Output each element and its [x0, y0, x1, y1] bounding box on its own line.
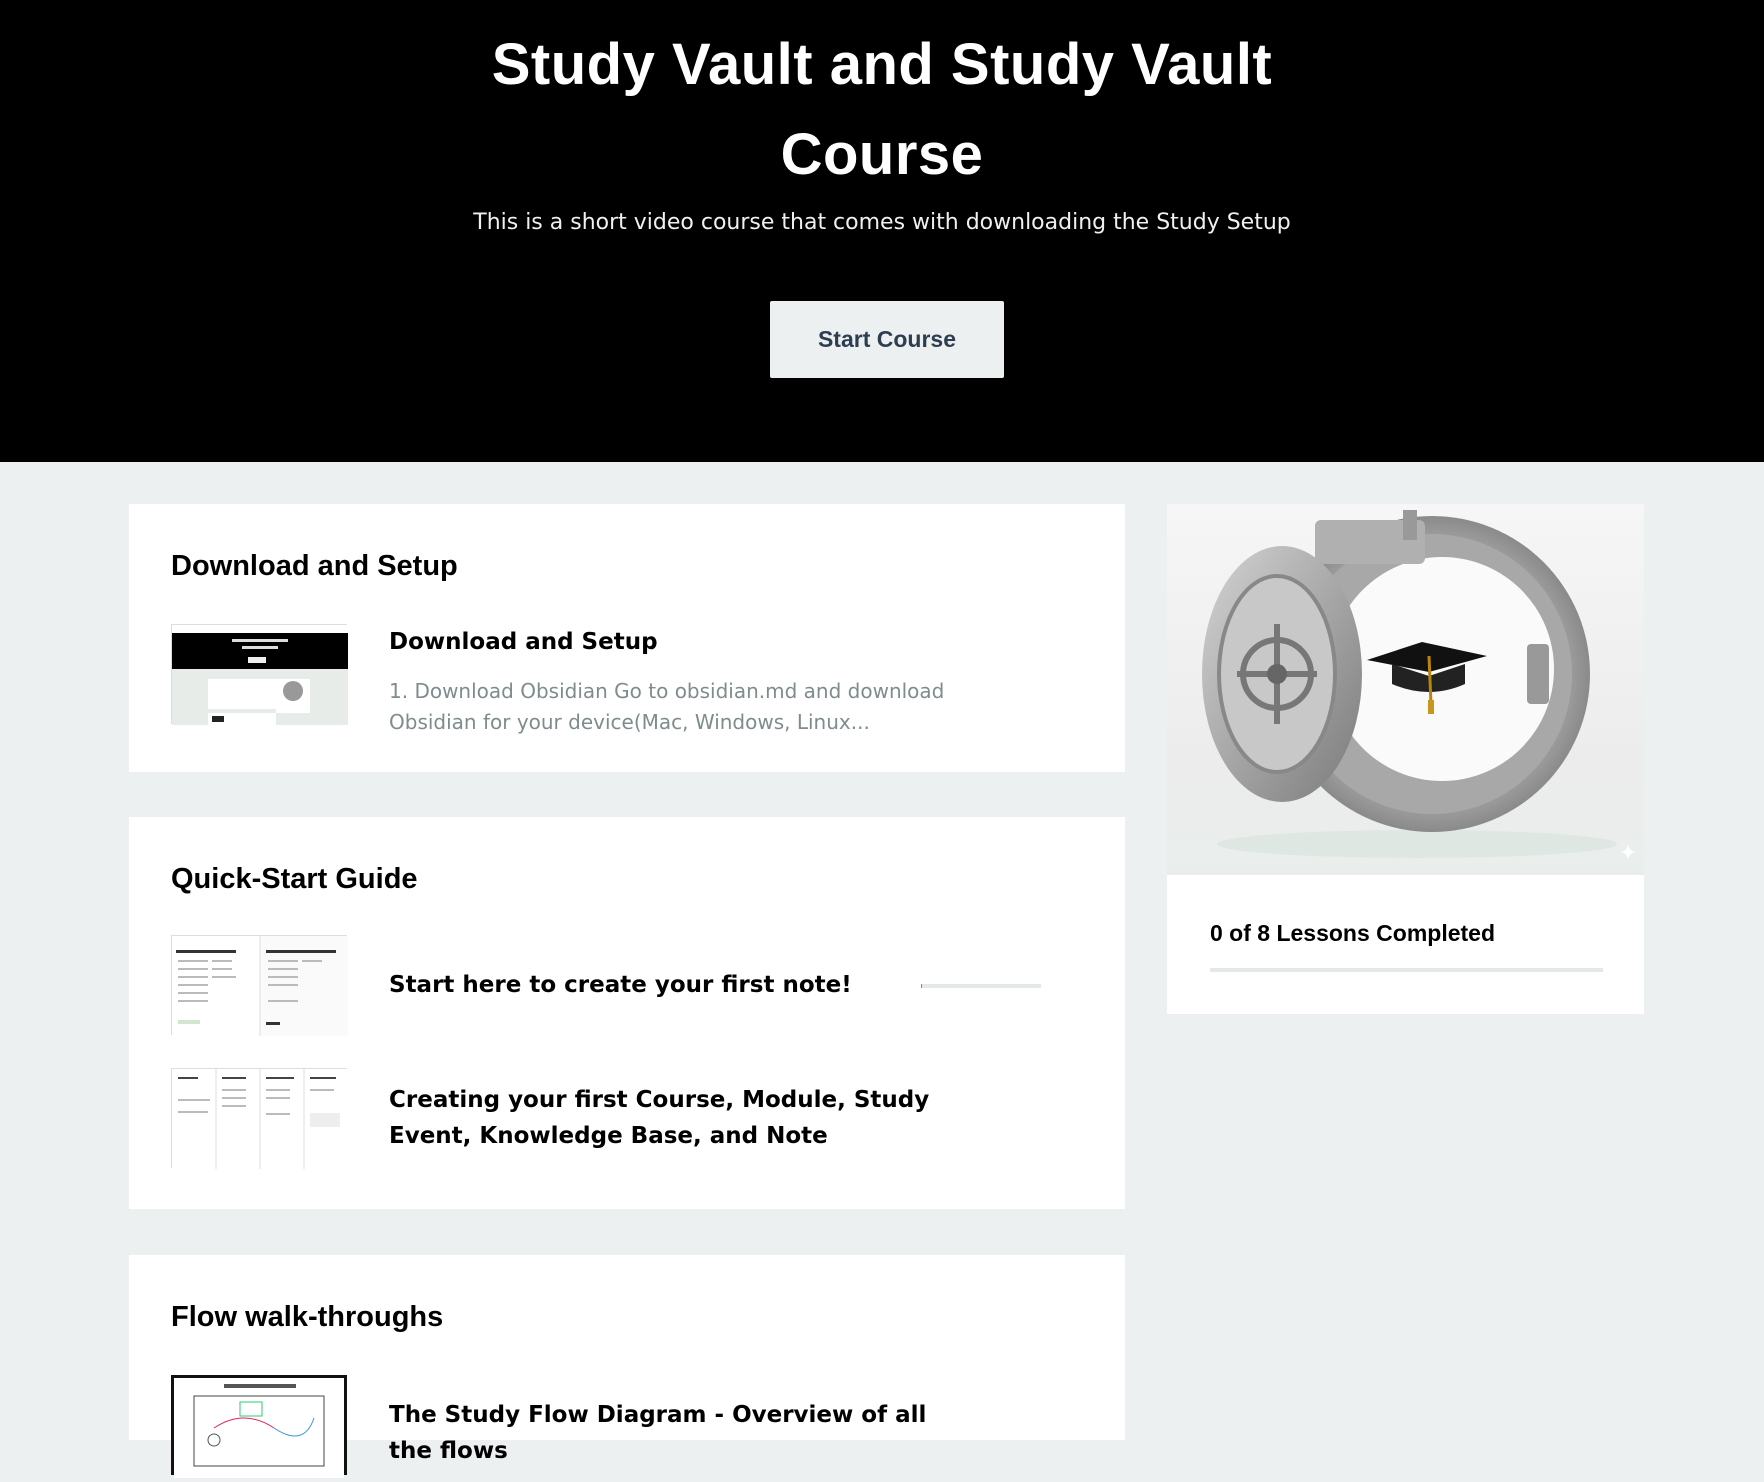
hero-banner	[0, 0, 1764, 462]
section-flow-walk-throughs	[129, 1255, 1125, 1464]
lesson-thumbnail[interactable]	[171, 1375, 347, 1475]
section-title: Download and Setup	[171, 550, 458, 582]
lesson-item[interactable]	[171, 1375, 1083, 1475]
course-title	[0, 20, 1764, 200]
lesson-thumbnail[interactable]	[171, 935, 347, 1035]
section-title: Flow walk-throughs	[171, 1301, 444, 1333]
lesson-description: 1. Download Obsidian Go to obsidian.md and download Obsidian for your device(Mac, Windows, Linux...	[389, 679, 945, 734]
section-download-and-setup	[129, 504, 1125, 772]
section-title: Quick-Start Guide	[171, 863, 418, 895]
lesson-progress-bar	[921, 984, 1041, 988]
lesson-item[interactable]	[171, 624, 1083, 734]
lesson-progress-fill	[921, 984, 922, 988]
course-title-line-1: Study Vault and Study Vault	[491, 32, 1273, 97]
section-quick-start-guide	[129, 817, 1125, 1209]
lesson-title[interactable]: Download and Setup	[389, 629, 658, 655]
start-course-button[interactable]: Start Course	[770, 301, 1004, 378]
course-title-line-2: Course	[780, 122, 984, 187]
lesson-title[interactable]: Creating your first Course, Module, Study Event, Knowledge Base, and Note	[389, 1087, 930, 1149]
lesson-thumbnail[interactable]	[171, 624, 347, 724]
lesson-title[interactable]: The Study Flow Diagram - Overview of all the flows	[389, 1402, 927, 1464]
course-image-vault	[1167, 504, 1644, 875]
lesson-item[interactable]	[171, 1068, 1083, 1168]
lessons-completed-label: 0 of 8 Lessons Completed	[1210, 920, 1496, 946]
lesson-thumbnail[interactable]	[171, 1068, 347, 1168]
course-progress-panel	[1167, 504, 1644, 1014]
lesson-title[interactable]: Start here to create your first note!	[389, 972, 852, 998]
course-subtitle: This is a short video course that comes with downloading the Study Setup	[473, 210, 1291, 235]
svg-text:✦: ✦	[1619, 841, 1638, 866]
course-progress-bar	[1210, 968, 1603, 972]
